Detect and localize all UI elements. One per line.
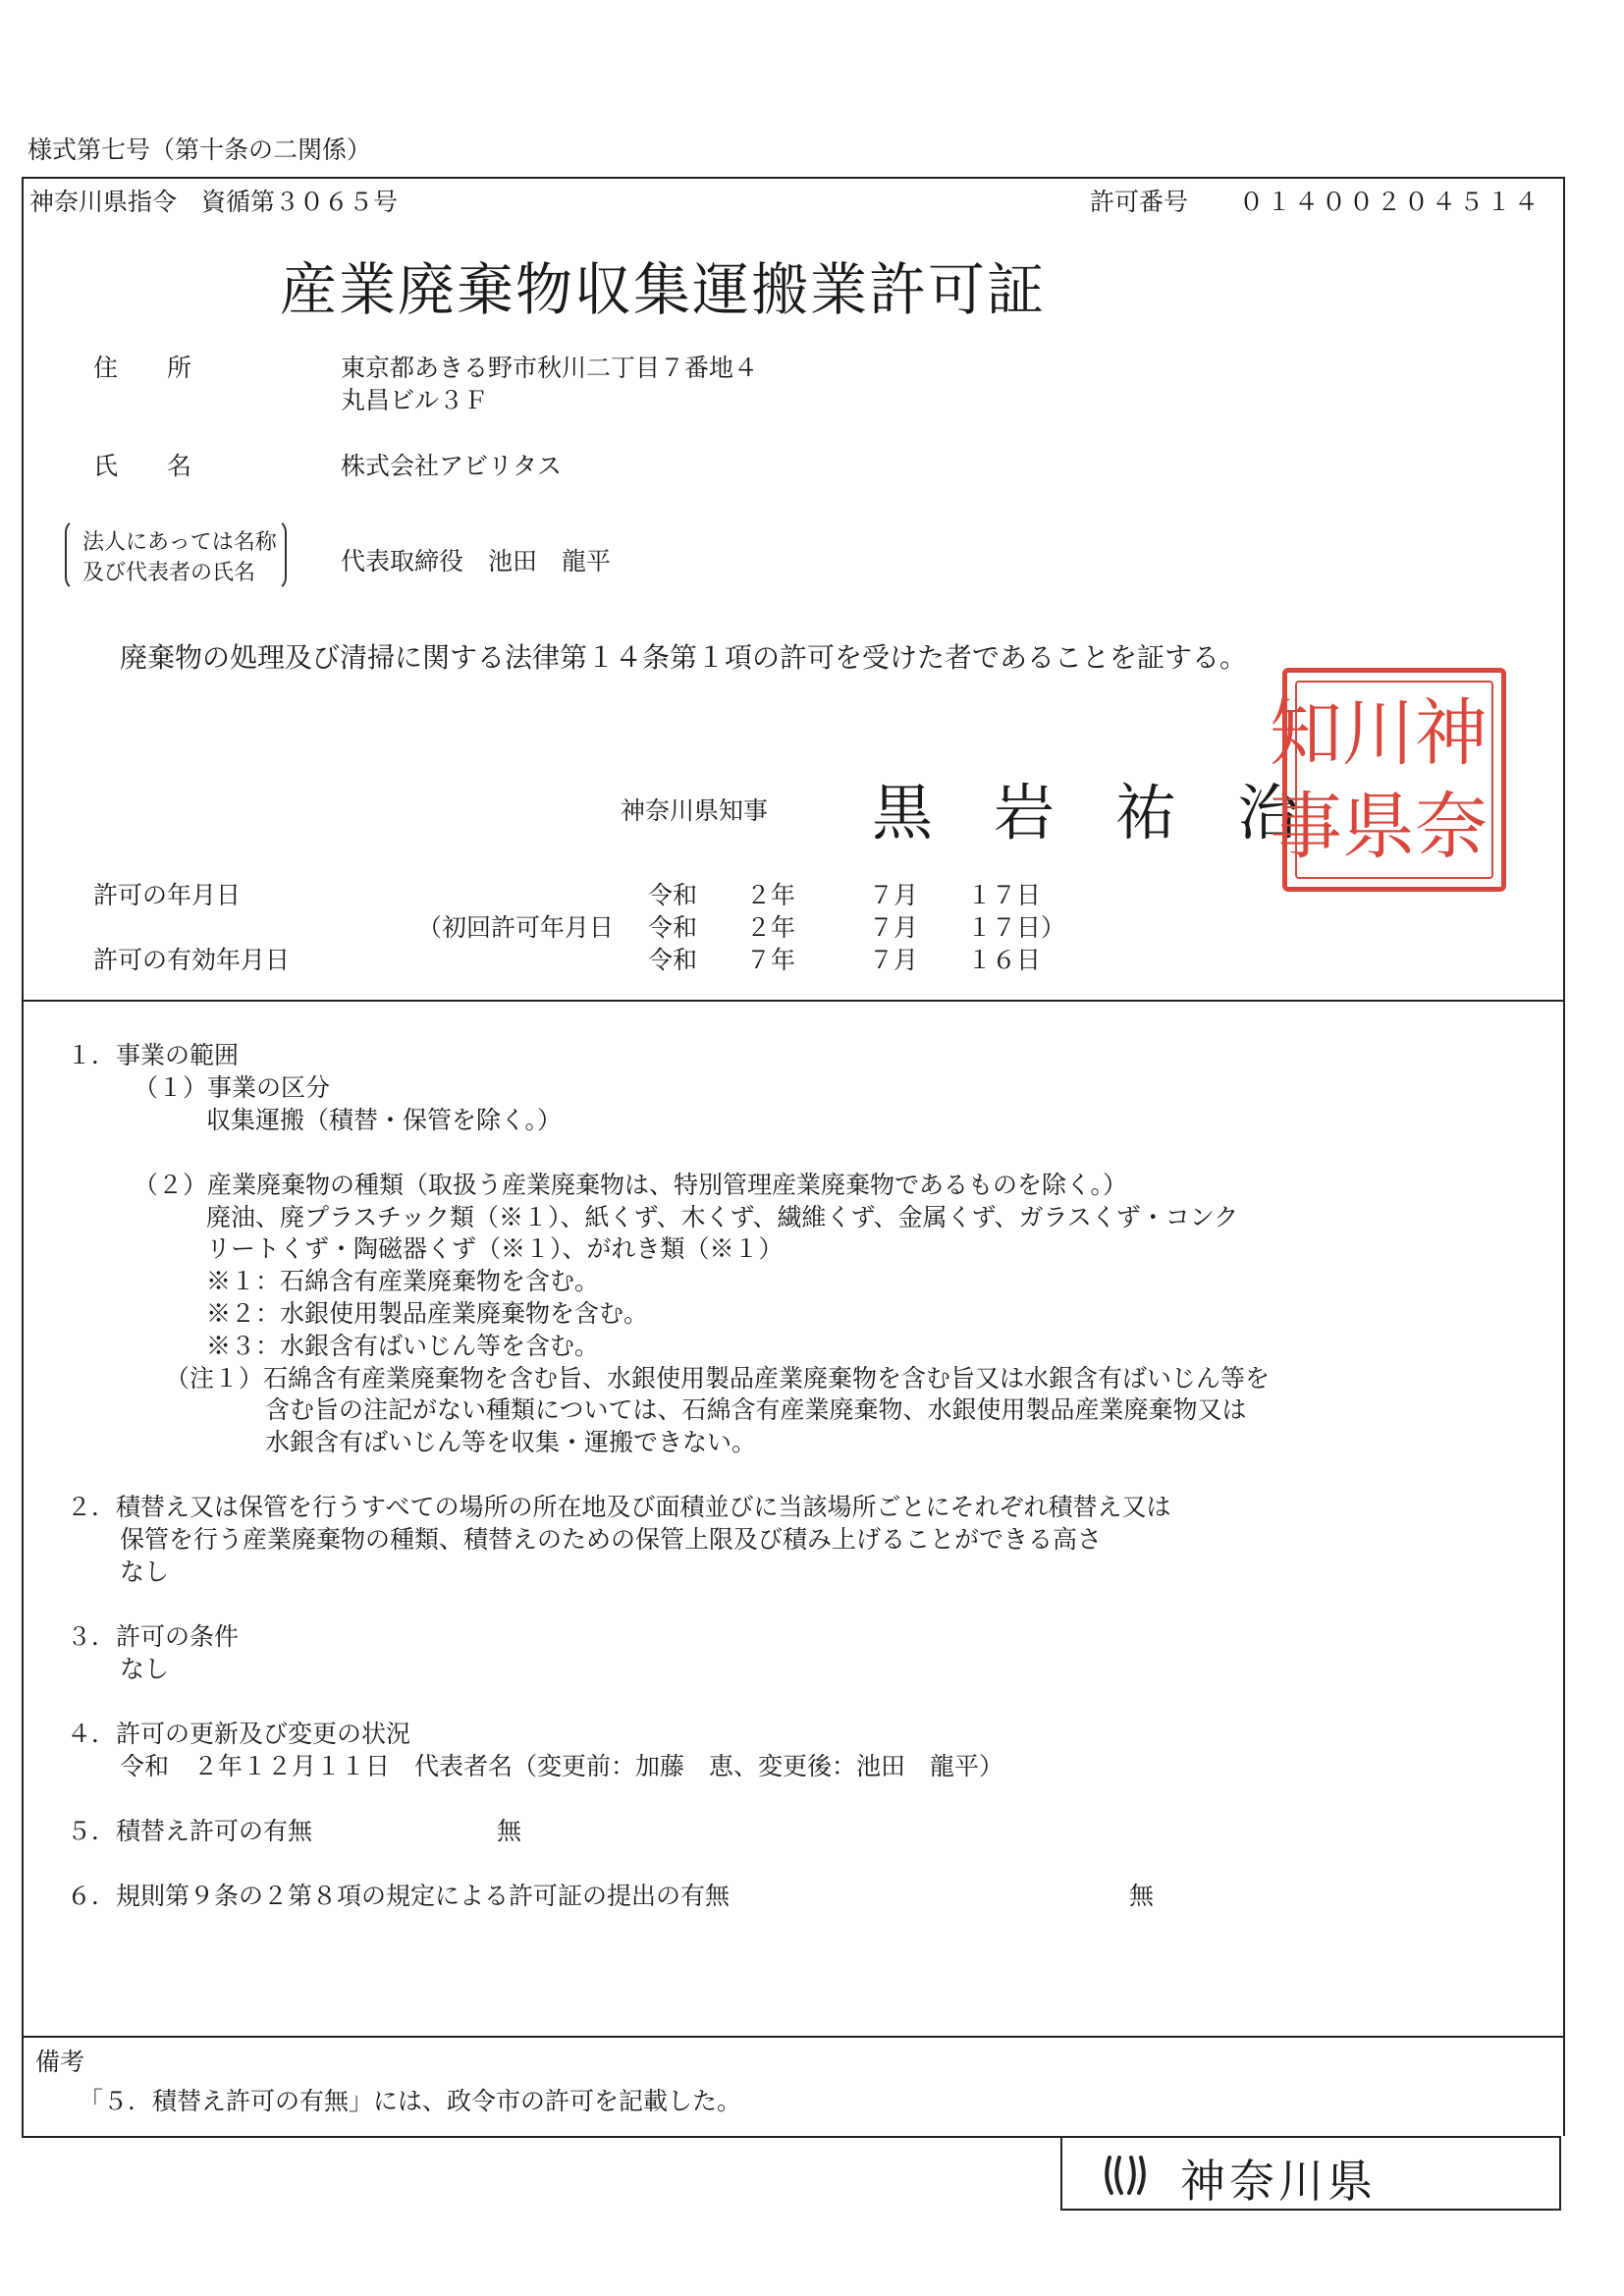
directive-number: 神奈川県指令 資循第３０６５号 xyxy=(29,188,399,216)
business-category-value: 収集運搬（積替・保管を除く。） xyxy=(206,1106,563,1134)
initial-permit-date: 令和 ２年 ７月 １７日） xyxy=(648,913,1066,942)
permit-date: 令和 ２年 ７月 １７日 xyxy=(648,881,1042,909)
expiry-date-label: 許可の有効年月日 xyxy=(93,946,291,974)
waste-types-line-1: 廃油、廃プラスチック類（※１）、紙くず、木くず、繊維くず、金属くず、ガラスくず・コンク xyxy=(206,1203,1239,1231)
seal-char: 事 xyxy=(1270,784,1342,869)
signer-title: 神奈川県知事 xyxy=(621,796,769,825)
form-label: 様式第七号（第十条の二関係） xyxy=(27,136,372,164)
waste-types-line-2: リートくず・陶磁器くず（※１）、がれき類（※１） xyxy=(206,1234,784,1263)
section-3-value: なし xyxy=(120,1655,170,1683)
remarks-label: 備考 xyxy=(35,2048,85,2076)
permit-number-label: 許可番号 xyxy=(1090,188,1189,216)
frame-top xyxy=(22,177,1565,179)
waste-types-heading: （２）産業廃棄物の種類（取扱う産業廃棄物は、特別管理産業廃棄物であるものを除く。） xyxy=(134,1171,1128,1199)
initial-permit-label: （初回許可年月日 xyxy=(417,913,615,942)
frame-bottom xyxy=(22,2136,1062,2138)
section-2-line-2: 保管を行う産業廃棄物の種類、積替えのための保管上限及び積み上げることができる高さ xyxy=(120,1525,1103,1554)
section-6-value: 無 xyxy=(1129,1882,1155,1910)
frame-right xyxy=(1563,177,1565,2136)
frame-left xyxy=(22,177,24,2136)
address-line-2: 丸昌ビル３Ｆ xyxy=(341,386,489,414)
section-4-heading: ４．許可の更新及び変更の状況 xyxy=(67,1720,411,1748)
official-seal xyxy=(1270,668,1506,892)
seal-char: 神 xyxy=(1415,690,1488,776)
seal-char: 知 xyxy=(1270,690,1342,776)
note-1-line-1: （注１）石綿含有産業廃棄物を含む旨、水銀使用製品産業廃棄物を含む旨又は水銀含有ばいじん等を xyxy=(165,1364,1271,1393)
rep-note-line-1: 法人にあっては名称 xyxy=(82,530,277,555)
section-divider xyxy=(22,1000,1565,1002)
seal-char: 県 xyxy=(1342,784,1415,869)
section-3-heading: ３．許可の条件 xyxy=(67,1622,240,1651)
section-5-value: 無 xyxy=(497,1817,522,1845)
seal-char: 川 xyxy=(1342,690,1415,776)
business-category-heading: （１）事業の区分 xyxy=(134,1073,331,1102)
signer-name: 黒 岩 祐 治 xyxy=(872,777,1299,848)
page-title: 産業廃棄物収集運搬業許可証 xyxy=(280,256,1047,323)
representative: 代表取締役 池田 龍平 xyxy=(341,547,612,575)
note-1-line-2: 含む旨の注記がない種類については、石綿含有産業廃棄物、水銀使用製品産業廃棄物又は xyxy=(265,1395,1247,1424)
section-6-heading: ６．規則第９条の２第８項の規定による許可証の提出の有無 xyxy=(67,1882,731,1910)
permit-number: ０１４００２０４５１４ xyxy=(1239,188,1543,216)
issuer-box xyxy=(1060,2136,1561,2211)
company-name: 株式会社アビリタス xyxy=(341,452,563,480)
certify-statement: 廃棄物の処理及び清掃に関する法律第１４条第１項の許可を受けた者であることを証する。 xyxy=(120,641,1248,674)
seal-char: 奈 xyxy=(1415,784,1488,869)
issuer-name: 神奈川県 xyxy=(1180,2155,1377,2208)
note-1-line-3: 水銀含有ばいじん等を収集・運搬できない。 xyxy=(265,1428,757,1456)
section-5-heading: ５．積替え許可の有無 xyxy=(67,1817,313,1845)
note-asterisk-1: ※１：石綿含有産業廃棄物を含む。 xyxy=(206,1267,600,1295)
note-asterisk-3: ※３：水銀含有ばいじん等を含む。 xyxy=(206,1332,600,1360)
seal-characters xyxy=(1270,686,1488,873)
section-2-line-1: ２．積替え又は保管を行うすべての場所の所在地及び面積並びに当該場所ごとにそれぞれ積替え又は xyxy=(67,1493,1171,1521)
permit-date-label: 許可の年月日 xyxy=(93,881,242,909)
expiry-date: 令和 ７年 ７月 １６日 xyxy=(648,946,1042,974)
address-label: 住 所 xyxy=(93,354,192,382)
section-4-value: 令和 ２年１２月１１日 代表者名（変更前：加藤 恵、変更後：池田 龍平） xyxy=(120,1752,1004,1780)
rep-note-line-2: 及び代表者の氏名 xyxy=(82,561,256,585)
address-line-1: 東京都あきる野市秋川二丁目７番地４ xyxy=(341,354,759,382)
kanagawa-emblem-icon xyxy=(1102,2152,1149,2199)
remarks-divider xyxy=(22,2036,1565,2038)
note-asterisk-2: ※２：水銀使用製品産業廃棄物を含む。 xyxy=(206,1299,649,1328)
section-1-heading: １．事業の範囲 xyxy=(67,1041,240,1069)
section-2-value: なし xyxy=(120,1558,170,1586)
remarks-text: 「５．積替え許可の有無」には、政令市の許可を記載した。 xyxy=(79,2087,742,2115)
name-label: 氏 名 xyxy=(93,452,192,480)
